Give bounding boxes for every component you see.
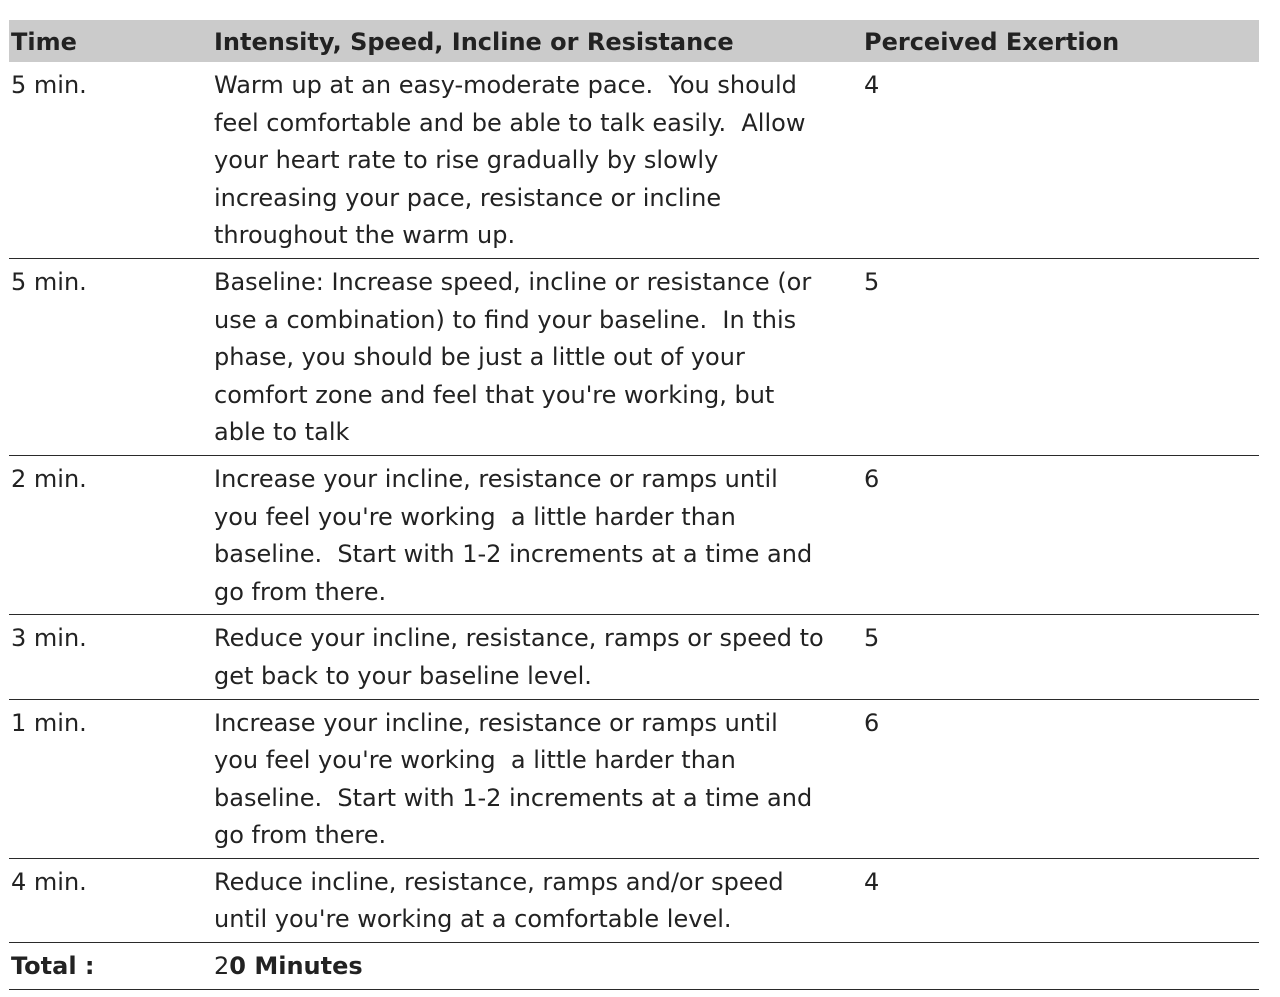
cell-intensity bbox=[214, 67, 864, 255]
cell-intensity-line: Increase your incline, resistance or ramps until bbox=[214, 708, 778, 737]
total-row bbox=[9, 943, 1259, 990]
total-value-bold: 0 Minutes bbox=[229, 952, 363, 981]
cell-exertion: 4 bbox=[864, 867, 880, 896]
cell-intensity bbox=[214, 864, 864, 939]
cell-intensity-line: get back to your baseline level. bbox=[214, 661, 592, 690]
cell-intensity-line: your heart rate to rise gradually by slowly bbox=[214, 146, 719, 175]
total-value-prefix: 2 bbox=[214, 952, 230, 981]
cell-exertion: 6 bbox=[864, 464, 880, 493]
table-row bbox=[9, 259, 1259, 456]
header-intensity: Intensity, Speed, Incline or Resistance bbox=[214, 28, 734, 56]
cell-intensity-line: go from there. bbox=[214, 577, 387, 606]
table-row bbox=[9, 859, 1259, 943]
cell-intensity-line: Baseline: Increase speed, incline or resistance (or bbox=[214, 267, 812, 296]
table-header-row bbox=[9, 20, 1259, 62]
cell-intensity-line: Warm up at an easy-moderate pace. You should bbox=[214, 71, 797, 99]
cell-intensity-line: increasing your pace, resistance or incline bbox=[214, 183, 722, 212]
cell-intensity-line: comfort zone and feel that you're working, but bbox=[214, 380, 775, 409]
header-time: Time bbox=[11, 28, 77, 56]
cell-intensity-line: until you're working at a comfortable level. bbox=[214, 905, 732, 934]
cell-time: 2 min. bbox=[11, 464, 87, 493]
workout-table bbox=[9, 20, 1259, 990]
cell-time: 5 min. bbox=[11, 71, 87, 99]
total-exertion-empty bbox=[864, 948, 1259, 986]
cell-intensity-line: able to talk bbox=[214, 418, 350, 447]
cell-intensity-line: baseline. Start with 1-2 increments at a time and bbox=[214, 540, 813, 569]
table-body bbox=[9, 62, 1259, 943]
cell-exertion: 5 bbox=[864, 624, 880, 653]
cell-intensity bbox=[214, 264, 864, 452]
cell-intensity bbox=[214, 620, 864, 695]
total-label: Total : bbox=[11, 952, 95, 981]
cell-intensity-line: you feel you're working a little harder than bbox=[214, 502, 736, 531]
cell-intensity-line: feel comfortable and be able to talk easily. Allow bbox=[214, 108, 806, 137]
cell-intensity-line: phase, you should be just a little out of your bbox=[214, 343, 745, 372]
cell-time: 3 min. bbox=[11, 624, 87, 653]
table-row bbox=[9, 615, 1259, 699]
cell-intensity-line: Reduce your incline, resistance, ramps or speed to bbox=[214, 624, 824, 653]
cell-intensity-line: throughout the warm up. bbox=[214, 221, 516, 250]
cell-time: 4 min. bbox=[11, 867, 87, 896]
header-exertion: Perceived Exertion bbox=[864, 28, 1120, 56]
cell-intensity bbox=[214, 461, 864, 611]
cell-intensity-line: Increase your incline, resistance or ramps until bbox=[214, 464, 778, 493]
cell-exertion: 4 bbox=[864, 71, 880, 99]
cell-exertion: 6 bbox=[864, 708, 880, 737]
cell-intensity bbox=[214, 705, 864, 855]
table-row bbox=[9, 700, 1259, 859]
cell-exertion: 5 bbox=[864, 267, 880, 296]
table-row bbox=[9, 62, 1259, 259]
total-value bbox=[214, 948, 864, 986]
cell-intensity-line: go from there. bbox=[214, 821, 387, 850]
cell-time: 1 min. bbox=[11, 708, 87, 737]
cell-intensity-line: Reduce incline, resistance, ramps and/or speed bbox=[214, 867, 784, 896]
cell-intensity-line: you feel you're working a little harder than bbox=[214, 746, 736, 775]
cell-intensity-line: use a combination) to find your baseline. In this bbox=[214, 305, 797, 334]
cell-intensity-line: baseline. Start with 1-2 increments at a time and bbox=[214, 783, 813, 812]
cell-time: 5 min. bbox=[11, 267, 87, 296]
table-row bbox=[9, 456, 1259, 615]
